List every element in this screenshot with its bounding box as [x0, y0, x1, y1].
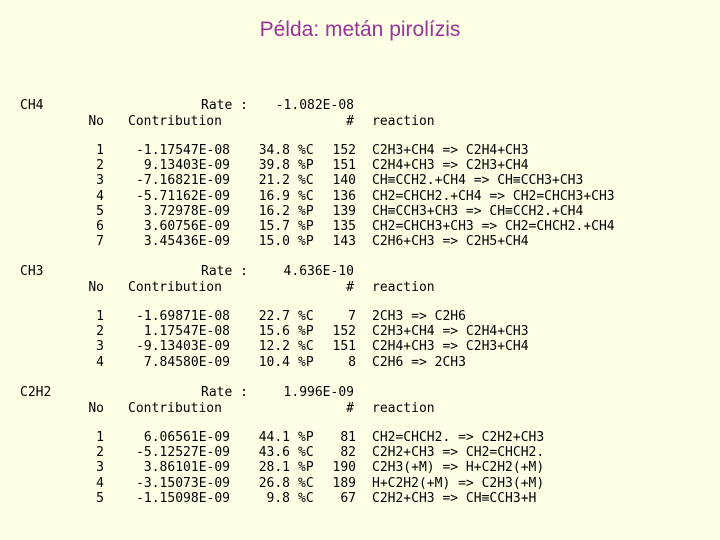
percentage-value: 44.1: [258, 430, 290, 445]
table-row: [0, 143, 720, 158]
role-flag: %C: [298, 475, 314, 491]
total-rate: 1.996E-09: [283, 385, 354, 400]
reaction-number: 151: [332, 158, 356, 174]
reaction-equation: CH2=CHCH2.+CH4 => CH2=CHCH3+CH3: [372, 188, 615, 204]
role-flag: %C: [298, 490, 314, 506]
percentage-value: 39.8: [258, 158, 290, 174]
table-row: [0, 309, 720, 324]
reaction-equation: C2H2+CH3 => CH≡CCH3+H: [372, 490, 537, 506]
role-flag: %C: [298, 339, 314, 355]
role-flag: %C: [298, 445, 314, 461]
contribution-value: -9.13403E-09: [136, 339, 230, 355]
reaction-equation: C2H4+CH3 => C2H3+CH4: [372, 339, 529, 355]
row-number: 1: [96, 309, 104, 324]
row-number: 5: [96, 490, 104, 506]
row-number: 3: [96, 460, 104, 476]
row-number: 3: [96, 339, 104, 355]
reaction-equation: C2H6 => 2CH3: [372, 354, 466, 370]
hash-header: #: [346, 401, 354, 416]
percentage-value: 26.8: [258, 475, 290, 491]
reaction-number: 190: [332, 460, 356, 476]
hash-header: #: [346, 114, 354, 129]
reaction-equation: CH≡CCH3+CH3 => CH≡CCH2.+CH4: [372, 203, 584, 219]
reaction-number: 82: [340, 445, 356, 461]
table-row: [0, 219, 720, 234]
percentage-value: 16.2: [258, 203, 290, 219]
table-row: [0, 158, 720, 173]
role-flag: %C: [298, 173, 314, 189]
reaction-equation: C2H3(+M) => H+C2H2(+M): [372, 460, 545, 476]
contribution-value: -5.12527E-09: [136, 445, 230, 461]
reaction-equation: H+C2H2(+M) => C2H3(+M): [372, 475, 545, 491]
contribution-header: Contribution: [128, 280, 222, 295]
reaction-number: 136: [332, 188, 356, 204]
no-header: No: [88, 280, 104, 295]
contribution-value: 9.13403E-09: [143, 158, 230, 174]
percentage-value: 9.8: [266, 490, 290, 506]
reaction-equation: C2H6+CH3 => C2H5+CH4: [372, 234, 529, 250]
reaction-number: 139: [332, 203, 356, 219]
species-label: CH4: [20, 98, 44, 113]
contribution-value: 7.84580E-09: [143, 354, 230, 370]
rate-label: Rate :: [201, 98, 248, 113]
percentage-value: 16.9: [258, 188, 290, 204]
role-flag: %P: [298, 430, 314, 445]
role-flag: %P: [298, 203, 314, 219]
table-row: [0, 491, 720, 506]
reaction-equation: CH≡CCH2.+CH4 => CH≡CCH3+CH3: [372, 173, 584, 189]
reaction-number: 143: [332, 234, 356, 250]
row-number: 2: [96, 324, 104, 340]
reaction-number: 67: [340, 490, 356, 506]
reaction-equation: CH2=CHCH2. => C2H2+CH3: [372, 430, 545, 445]
contribution-value: -5.71162E-09: [136, 188, 230, 204]
table-row: [0, 445, 720, 460]
role-flag: %P: [298, 158, 314, 174]
table-row: [0, 204, 720, 219]
table-row: [0, 430, 720, 445]
contribution-value: 3.72978E-09: [143, 203, 230, 219]
reaction-number: 152: [332, 324, 356, 340]
contribution-value: 1.17547E-08: [143, 324, 230, 340]
reaction-number: 81: [340, 430, 356, 445]
reaction-number: 151: [332, 339, 356, 355]
contribution-header: Contribution: [128, 114, 222, 129]
reaction-equation: C2H3+CH4 => C2H4+CH3: [372, 143, 529, 158]
reaction-equation: C2H2+CH3 => CH2=CHCH2.: [372, 445, 545, 461]
row-number: 4: [96, 188, 104, 204]
percentage-value: 12.2: [258, 339, 290, 355]
total-rate: 4.636E-10: [283, 264, 354, 279]
reaction-header: reaction: [372, 114, 435, 129]
contribution-rows: [0, 309, 720, 370]
page-title: Példa: metán pirolízis: [259, 18, 461, 41]
contribution-value: 3.60756E-09: [143, 218, 230, 234]
role-flag: %C: [298, 143, 314, 158]
table-row: [0, 234, 720, 249]
reaction-number: 140: [332, 173, 356, 189]
species-label: C2H2: [20, 385, 52, 400]
table-row: [0, 173, 720, 188]
row-number: 2: [96, 445, 104, 461]
no-header: No: [88, 401, 104, 416]
row-number: 1: [96, 143, 104, 158]
table-row: [0, 355, 720, 370]
contribution-value: -3.15073E-09: [136, 475, 230, 491]
contribution-value: 3.86101E-09: [143, 460, 230, 476]
percentage-value: 28.1: [258, 460, 290, 476]
table-row: [0, 339, 720, 354]
role-flag: %P: [298, 324, 314, 340]
contribution-value: 6.06561E-09: [143, 430, 230, 445]
rate-label: Rate :: [201, 385, 248, 400]
contribution-value: -1.17547E-08: [136, 143, 230, 158]
reaction-number: 135: [332, 218, 356, 234]
percentage-value: 34.8: [258, 143, 290, 158]
row-number: 7: [96, 234, 104, 250]
percentage-value: 15.6: [258, 324, 290, 340]
percentage-value: 21.2: [258, 173, 290, 189]
role-flag: %P: [298, 218, 314, 234]
contribution-value: -1.69871E-08: [136, 309, 230, 324]
table-row: [0, 189, 720, 204]
hash-header: #: [346, 280, 354, 295]
rate-label: Rate :: [201, 264, 248, 279]
reaction-equation: C2H4+CH3 => C2H3+CH4: [372, 158, 529, 174]
total-rate: -1.082E-08: [275, 98, 354, 113]
reaction-number: 152: [332, 143, 356, 158]
reaction-number: 8: [348, 354, 356, 370]
row-number: 4: [96, 475, 104, 491]
table-row: [0, 460, 720, 475]
reaction-header: reaction: [372, 401, 435, 416]
role-flag: %P: [298, 354, 314, 370]
contribution-rows: [0, 143, 720, 249]
percentage-value: 15.7: [258, 218, 290, 234]
reaction-equation: CH2=CHCH3+CH3 => CH2=CHCH2.+CH4: [372, 218, 615, 234]
reaction-header: reaction: [372, 280, 435, 295]
percentage-value: 22.7: [258, 309, 290, 324]
percentage-value: 43.6: [258, 445, 290, 461]
contribution-value: -7.16821E-09: [136, 173, 230, 189]
role-flag: %P: [298, 460, 314, 476]
role-flag: %C: [298, 188, 314, 204]
reaction-equation: C2H3+CH4 => C2H4+CH3: [372, 324, 529, 340]
row-number: 2: [96, 158, 104, 174]
row-number: 4: [96, 354, 104, 370]
no-header: No: [88, 114, 104, 129]
role-flag: %C: [298, 309, 314, 324]
role-flag: %P: [298, 234, 314, 250]
reaction-equation: 2CH3 => C2H6: [372, 309, 466, 324]
row-number: 1: [96, 430, 104, 445]
contribution-value: -1.15098E-09: [136, 490, 230, 506]
contribution-rows: [0, 430, 720, 506]
row-number: 6: [96, 218, 104, 234]
contribution-header: Contribution: [128, 401, 222, 416]
percentage-value: 10.4: [258, 354, 290, 370]
contribution-value: 3.45436E-09: [143, 234, 230, 250]
reaction-number: 189: [332, 475, 356, 491]
percentage-value: 15.0: [258, 234, 290, 250]
row-number: 5: [96, 203, 104, 219]
table-row: [0, 324, 720, 339]
table-row: [0, 476, 720, 491]
reaction-number: 7: [348, 309, 356, 324]
species-label: CH3: [20, 264, 44, 279]
row-number: 3: [96, 173, 104, 189]
